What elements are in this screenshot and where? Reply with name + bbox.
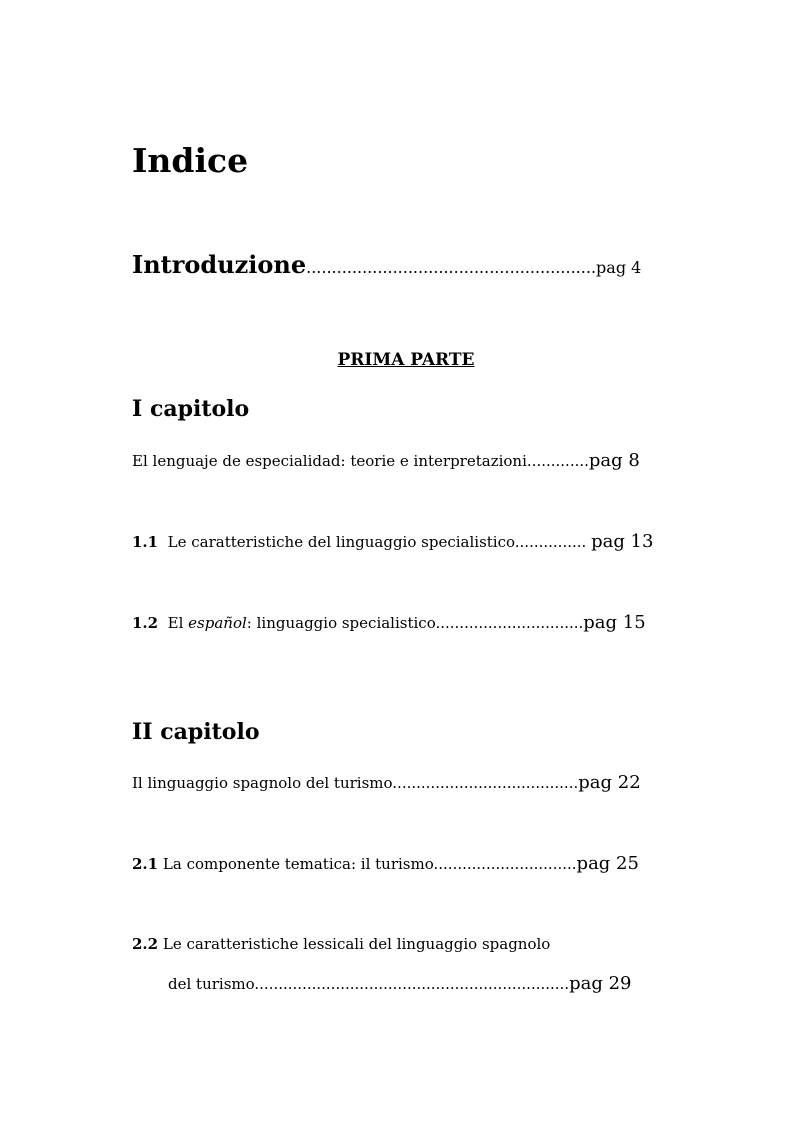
leader-dots: ............................... (435, 614, 584, 632)
toc-entry-continuation[interactable] (168, 973, 632, 995)
page-number: pag 29 (569, 973, 632, 994)
toc-entry[interactable] (132, 531, 653, 553)
entry-text: : linguaggio specialistico (246, 614, 436, 632)
chapter-heading-1: I capitolo (132, 396, 250, 422)
part-heading: PRIMA PARTE (337, 350, 475, 370)
entry-text: Le caratteristiche del linguaggio specialistico (167, 533, 515, 551)
page-number: pag 25 (576, 853, 639, 874)
leader-dots: .................................................................. (254, 975, 570, 993)
leader-dots: ......................................................... (306, 258, 597, 277)
page-title: Indice (132, 141, 249, 180)
section-number: 2.2 (132, 935, 159, 953)
toc-entry[interactable] (132, 933, 550, 955)
entry-text-italic: español (188, 614, 247, 632)
entry-text: del turismo (168, 975, 255, 993)
section-number: 2.1 (132, 855, 159, 873)
page-number: pag 13 (591, 531, 654, 552)
entry-text: El (167, 614, 189, 632)
toc-entry[interactable] (132, 853, 639, 875)
page-number: pag 22 (578, 772, 641, 793)
leader-dots: ............... (514, 533, 592, 551)
chapter-heading-2: II capitolo (132, 719, 260, 745)
page-number: pag 15 (583, 612, 646, 633)
page-number: pag 8 (588, 450, 640, 471)
entry-text: Il linguaggio spagnolo del turismo (132, 774, 393, 792)
entry-text: Le caratteristiche lessicali del linguaggio spagnolo (162, 935, 551, 953)
entry-text: El lenguaje de especialidad: teorie e interpretazioni (132, 452, 527, 470)
leader-dots: ............. (526, 452, 589, 470)
section-number: 1.1 (132, 533, 159, 551)
page-number: pag 4 (596, 258, 642, 277)
introduction-label: Introduzione (132, 250, 307, 279)
entry-text: La componente tematica: il turismo (162, 855, 434, 873)
toc-introduction[interactable] (132, 248, 641, 285)
leader-dots: ....................................... (392, 774, 579, 792)
toc-entry[interactable] (132, 612, 646, 634)
leader-dots: .............................. (433, 855, 577, 873)
toc-entry[interactable] (132, 450, 640, 472)
toc-entry[interactable] (132, 772, 641, 794)
section-number: 1.2 (132, 614, 159, 632)
